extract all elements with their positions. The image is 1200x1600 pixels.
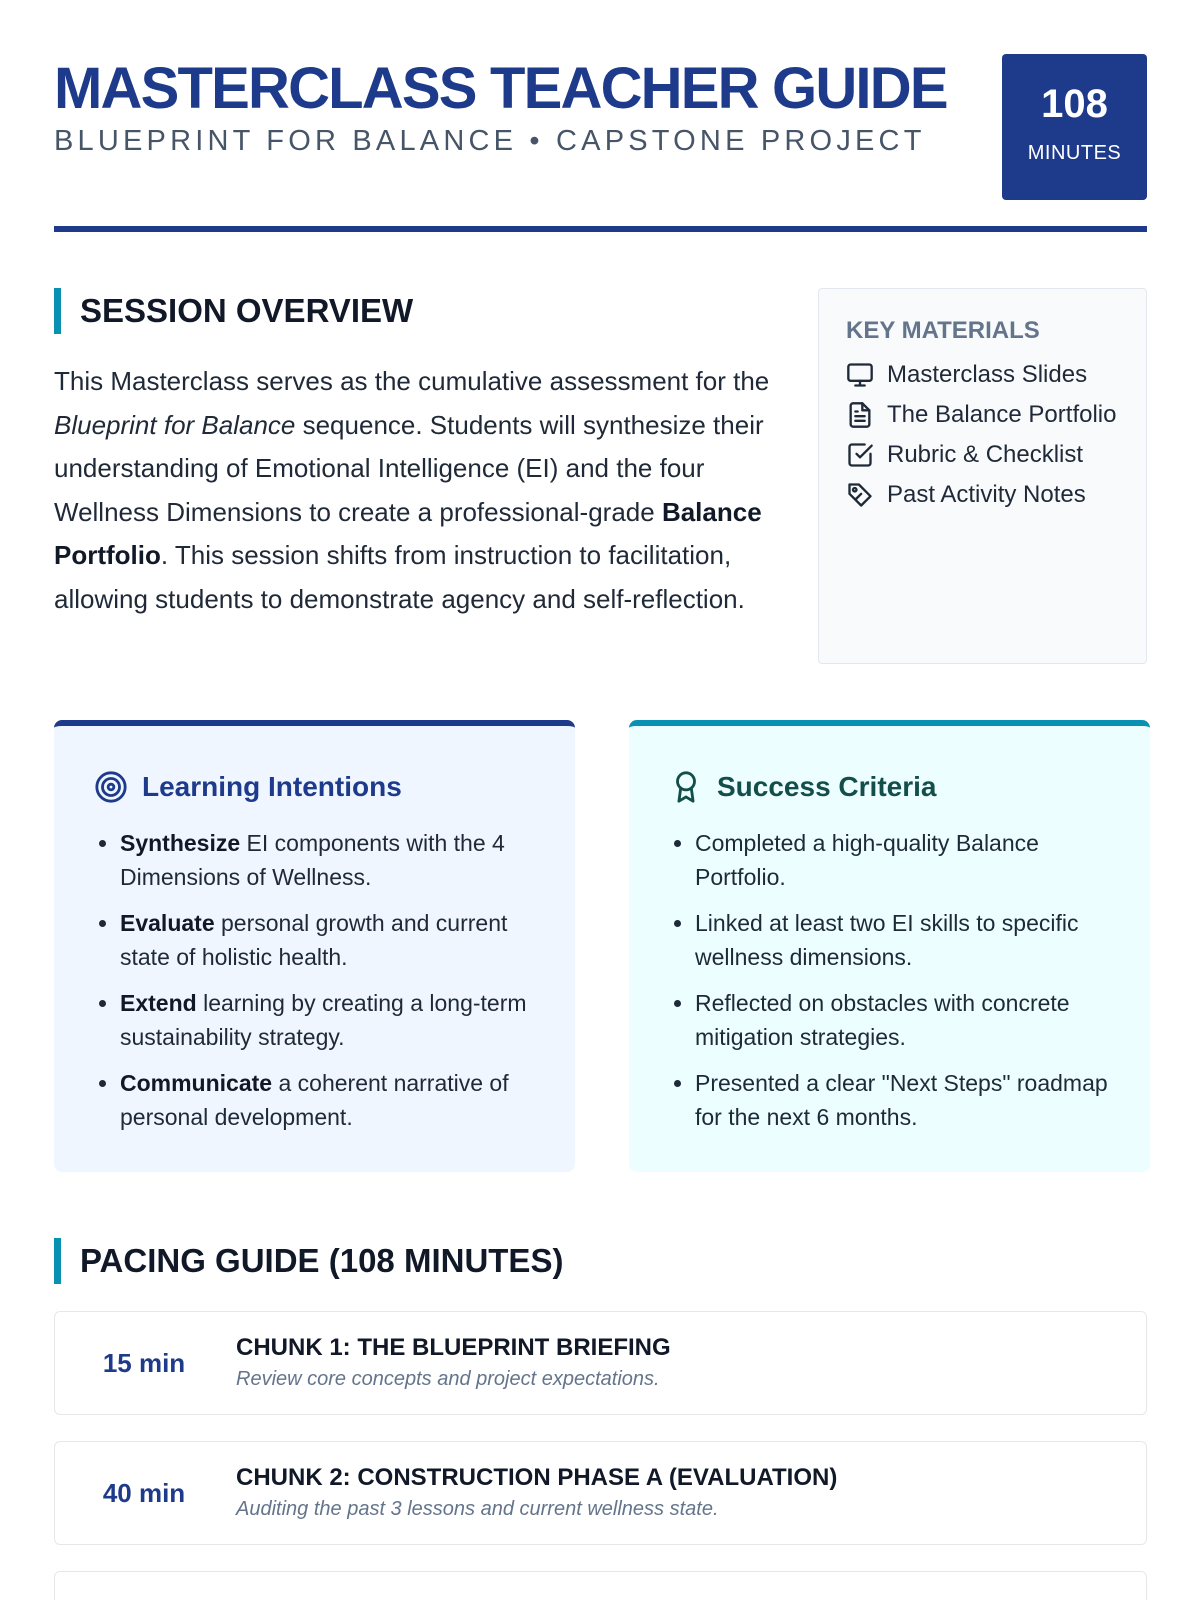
list-item: • Reflected on obstacles with concrete mitigation strategies.: [695, 986, 1110, 1054]
header-divider: [54, 226, 1147, 232]
key-materials-list: [846, 359, 1119, 511]
list-item-text: a coherent narrative of personal development.: [120, 1070, 509, 1130]
overview-text-part-3: . This session shifts from instruction to facilitation, allowing students to demonstrate agency and self-reflection.: [54, 540, 745, 614]
list-item: • Presented a clear "Next Steps" roadmap for the next 6 months.: [695, 1066, 1110, 1134]
document-icon: [846, 401, 874, 429]
material-label: Masterclass Slides: [887, 361, 1088, 388]
award-icon: [669, 770, 703, 804]
chunk-description: Auditing the past 3 lessons and current wellness state.: [236, 1498, 719, 1520]
pacing-chunk-row: [54, 1311, 1147, 1415]
list-item: [120, 986, 535, 1054]
tag-icon: [846, 481, 874, 509]
success-criteria-list: [669, 826, 1110, 1134]
chunk-description: Review core concepts and project expectations.: [236, 1368, 660, 1390]
chunk-duration: 40 min: [102, 1478, 186, 1508]
list-item: [120, 1066, 535, 1134]
pacing-chunk-row: [54, 1441, 1147, 1545]
material-item: [846, 399, 1119, 431]
material-label: Rubric & Checklist: [887, 441, 1084, 468]
chunk-duration: 15 min: [102, 1348, 186, 1378]
session-overview-text: [54, 360, 774, 621]
material-item: [846, 439, 1119, 471]
material-item: [846, 479, 1119, 511]
page-title: MASTERCLASS TEACHER GUIDE: [54, 56, 947, 121]
guide-header: [54, 0, 1147, 234]
pacing-chunk-row-partial: [54, 1571, 1147, 1600]
pacing-guide-heading: PACING GUIDE (108 MINUTES): [54, 1238, 563, 1284]
key-materials-panel: [818, 288, 1147, 664]
list-item-keyword: Evaluate: [120, 910, 215, 936]
duration-value: 108: [1041, 82, 1108, 126]
material-item: [846, 359, 1119, 391]
list-item-text: personal growth and current state of holistic health.: [120, 910, 508, 970]
list-item-keyword: Synthesize: [120, 830, 241, 856]
learning-intentions-title: Learning Intentions: [142, 771, 402, 802]
chunk-title: CHUNK 1: THE BLUEPRINT BRIEFING: [236, 1334, 671, 1361]
overview-text-italic: Blueprint for Balance: [54, 409, 296, 440]
success-criteria-card: [629, 720, 1150, 1172]
overview-text-part-1: This Masterclass serves as the cumulative assessment for the: [54, 366, 770, 396]
success-criteria-header: [669, 770, 1110, 804]
list-item: [120, 906, 535, 974]
list-item-keyword: Extend: [120, 990, 197, 1016]
list-item: • Linked at least two EI skills to specific wellness dimensions.: [695, 906, 1110, 974]
checkbox-icon: [846, 441, 874, 469]
session-overview-heading: SESSION OVERVIEW: [54, 288, 413, 334]
material-label: Past Activity Notes: [887, 481, 1086, 508]
learning-intentions-header: [94, 770, 535, 804]
page: [54, 0, 1147, 1520]
list-item-text: learning by creating a long-term sustainability strategy.: [120, 990, 527, 1050]
list-item: • Completed a high-quality Balance Portfolio.: [695, 826, 1110, 894]
page-subtitle: BLUEPRINT FOR BALANCE • CAPSTONE PROJECT: [54, 125, 926, 157]
monitor-icon: [846, 361, 874, 389]
learning-intentions-list: [94, 826, 535, 1134]
success-criteria-title: Success Criteria: [717, 771, 937, 802]
overview-text-bold: Balance Portfolio: [54, 496, 762, 570]
list-item: [120, 826, 535, 894]
duration-label: MINUTES: [1027, 142, 1122, 164]
list-item-keyword: Communicate: [120, 1070, 273, 1096]
target-icon: [94, 770, 128, 804]
list-item-text: EI components with the 4 Dimensions of Wellness.: [120, 830, 505, 890]
key-materials-title: KEY MATERIALS: [846, 317, 1040, 344]
duration-badge: [1002, 54, 1147, 200]
learning-intentions-card: [54, 720, 575, 1172]
overview-text-part-2: sequence. Students will synthesize their understanding of Emotional Intelligence (EI) and the four Wellness Dimensions to create a professional-grade: [54, 409, 764, 527]
chunk-title: CHUNK 2: CONSTRUCTION PHASE A (EVALUATION): [236, 1464, 838, 1491]
material-label: The Balance Portfolio: [887, 401, 1117, 428]
